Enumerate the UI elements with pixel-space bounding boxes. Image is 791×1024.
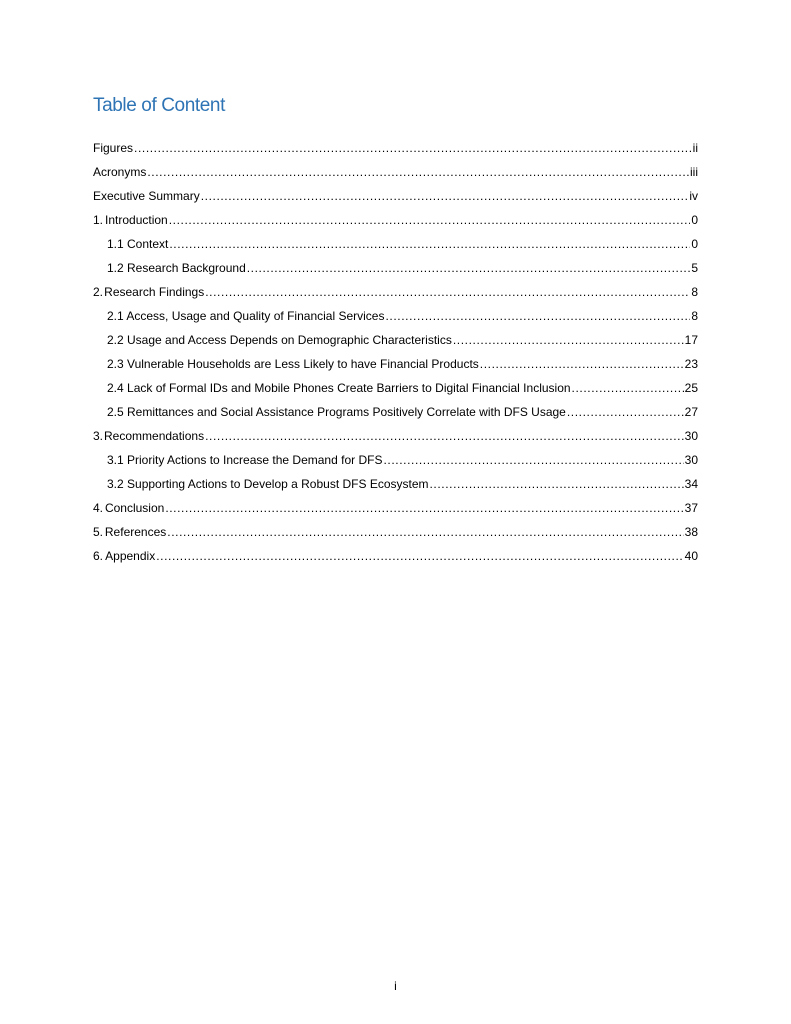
- toc-dot-leader: [383, 451, 683, 469]
- toc-entry-label: 1.1 Context: [107, 237, 169, 251]
- toc-entry[interactable]: [93, 355, 698, 379]
- toc-entry-number: 3.: [93, 429, 104, 443]
- toc-entry-label: 1.2 Research Background: [107, 261, 246, 275]
- toc-entry-page: iv: [689, 189, 698, 203]
- toc-dot-leader: [205, 427, 684, 445]
- toc-entry-label: Executive Summary: [93, 189, 200, 203]
- toc-entry[interactable]: [93, 235, 698, 259]
- toc-entry-label: Appendix: [105, 549, 156, 563]
- toc-entry-number: 6.: [93, 549, 104, 563]
- toc-entry[interactable]: [93, 427, 698, 451]
- toc-entry-page: 17: [684, 333, 698, 347]
- toc-entry-label: 3.2 Supporting Actions to Develop a Robust DFS Ecosystem: [107, 477, 429, 491]
- toc-entry[interactable]: [93, 211, 698, 235]
- toc-entry-page: 0: [691, 237, 698, 251]
- toc-list: [93, 139, 698, 571]
- toc-entry-number: 2.: [93, 285, 104, 299]
- toc-entry[interactable]: [93, 475, 698, 499]
- toc-dot-leader: [453, 331, 684, 349]
- toc-entry-page: 34: [684, 477, 698, 491]
- toc-dot-leader: [247, 259, 691, 277]
- toc-entry[interactable]: [93, 283, 698, 307]
- toc-entry[interactable]: [93, 379, 698, 403]
- toc-entry[interactable]: [93, 163, 698, 187]
- toc-entry-label: 2.3 Vulnerable Households are Less Likely to have Financial Products: [107, 357, 479, 371]
- toc-entry-page: 27: [684, 405, 698, 419]
- toc-dot-leader: [147, 163, 689, 181]
- toc-dot-leader: [165, 499, 683, 517]
- toc-entry[interactable]: [93, 139, 698, 163]
- toc-entry-label: Figures: [93, 141, 134, 155]
- toc-entry[interactable]: [93, 187, 698, 211]
- toc-entry[interactable]: [93, 403, 698, 427]
- toc-entry-label: Acronyms: [93, 165, 147, 179]
- toc-entry-label: Recommendations: [104, 429, 205, 443]
- toc-entry-page: 30: [684, 429, 698, 443]
- toc-entry[interactable]: [93, 307, 698, 331]
- page-number: i: [394, 979, 397, 993]
- toc-entry[interactable]: [93, 331, 698, 355]
- toc-entry[interactable]: [93, 547, 698, 571]
- toc-dot-leader: [480, 355, 684, 373]
- toc-entry-label: Conclusion: [104, 501, 165, 515]
- toc-entry-page: 40: [684, 549, 698, 563]
- toc-entry-page: 38: [684, 525, 698, 539]
- toc-dot-leader: [572, 379, 684, 397]
- toc-entry-label: 3.1 Priority Actions to Increase the Demand for DFS: [107, 453, 383, 467]
- toc-entry-page: ii: [692, 141, 698, 155]
- toc-entry-label: 2.1 Access, Usage and Quality of Financial Services: [107, 309, 385, 323]
- toc-entry-page: 5: [691, 261, 698, 275]
- toc-entry-page: 30: [684, 453, 698, 467]
- toc-entry-page: 23: [684, 357, 698, 371]
- toc-dot-leader: [169, 235, 690, 253]
- toc-entry-page: iii: [690, 165, 698, 179]
- toc-entry-number: 1.: [93, 213, 104, 227]
- toc-entry-number: 5.: [93, 525, 104, 539]
- toc-dot-leader: [205, 283, 690, 301]
- toc-entry-label: Introduction: [105, 213, 168, 227]
- toc-dot-leader: [567, 403, 684, 421]
- toc-entry[interactable]: [93, 499, 698, 523]
- toc-dot-leader: [134, 139, 692, 157]
- toc-dot-leader: [385, 307, 690, 325]
- toc-entry[interactable]: [93, 259, 698, 283]
- toc-dot-leader: [201, 187, 689, 205]
- toc-entry-label: 2.2 Usage and Access Depends on Demographic Characteristics: [107, 333, 452, 347]
- toc-entry-page: 37: [684, 501, 698, 515]
- toc-entry-label: Research Findings: [104, 285, 205, 299]
- toc-dot-leader: [167, 523, 683, 541]
- toc-entry-label: References: [104, 525, 167, 539]
- toc-entry-page: 8: [691, 309, 698, 323]
- toc-entry-number: 4.: [93, 501, 104, 515]
- toc-dot-leader: [156, 547, 683, 565]
- toc-entry-page: 8: [691, 285, 698, 299]
- toc-entry-label: 2.5 Remittances and Social Assistance Programs Positively Correlate with DFS Usage: [107, 405, 566, 419]
- toc-entry[interactable]: [93, 451, 698, 475]
- toc-dot-leader: [430, 475, 684, 493]
- toc-entry-label: 2.4 Lack of Formal IDs and Mobile Phones Create Barriers to Digital Financial Inclusion: [107, 381, 571, 395]
- toc-title: Table of Content: [93, 95, 225, 116]
- toc-entry-page: 0: [691, 213, 698, 227]
- toc-entry[interactable]: [93, 523, 698, 547]
- toc-entry-page: 25: [684, 381, 698, 395]
- toc-dot-leader: [169, 211, 691, 229]
